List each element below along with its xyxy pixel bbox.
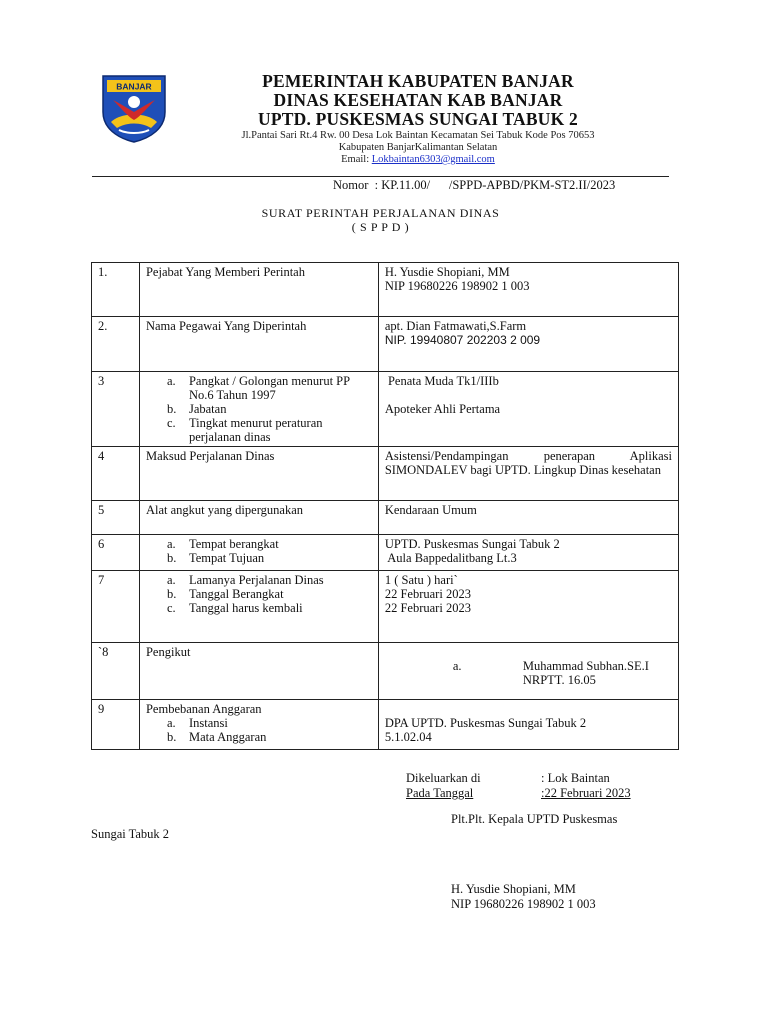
list-item: a. Pangkat / Golongan menurut PP No.6 Tahun 1997 [166,374,350,402]
employee-name: apt. Dian Fatmawati,S.Farm [384,319,527,333]
list-item: b. Jabatan [166,402,227,416]
row-number: 5 [92,501,140,535]
signatory-name: H. Yusdie Shopiani, MM [451,882,576,896]
row-label: Alat angkut yang dipergunakan [139,501,378,535]
row-label [139,372,378,447]
letterhead-divider [92,176,669,177]
row-number: 9 [92,700,140,750]
row-label: Nama Pegawai Yang Diperintah [139,317,378,372]
row-value [378,372,678,447]
follower-entry: a. Muhammad Subhan.SE.I NRPTT. 16.05 [452,659,649,687]
row-value [378,571,678,643]
issued-date-label: Pada Tanggal [406,786,474,800]
row-value: Kendaraan Umum [378,501,678,535]
row-value [378,700,678,750]
row-label: Pengikut [139,643,378,700]
row-value [378,643,678,700]
letterhead-government: PEMERINTAH KABUPATEN BANJAR [262,71,574,91]
follower-name: Muhammad Subhan.SE.I [522,659,649,673]
budget-account: 5.1.02.04 [384,730,432,744]
issued-at-value: : Lok Baintan [541,771,610,785]
row-value [378,263,678,317]
issued-date-value: :22 Februari 2023 [541,786,631,800]
table-row [92,535,679,571]
signatory-nip: NIP 19680226 198902 1 003 [451,897,596,911]
row-value [378,535,678,571]
list-item: a. Tempat berangkat [166,537,279,551]
emblem-label: BANJAR [116,81,152,92]
sppd-table [91,262,679,750]
signatory-title-continued: Sungai Tabuk 2 [91,827,170,841]
letterhead-agency: DINAS KESEHATAN KAB BANJAR [273,90,563,110]
commanding-official-name: H. Yusdie Shopiani, MM [384,265,510,279]
row-label: Pembebanan Anggaran a. Instansi b. Mata Anggaran [139,700,378,750]
banjar-regency-emblem [99,72,169,144]
document-number: Nomor : KP.11.00/ /SPPD-APBD/PKM-ST2.II/2023 [333,178,616,192]
commanding-official-nip: NIP 19680226 198902 1 003 [384,279,530,293]
destination-place: Aula Bappedalitbang Lt.3 [384,551,517,565]
list-item: a. Instansi [166,716,228,730]
row-number: 3 [92,372,140,447]
follower-nrptt: NRPTT. 16.05 [522,673,596,687]
list-item: b. Mata Anggaran [166,730,267,744]
row-number: 1. [92,263,140,317]
list-item: c. Tanggal harus kembali [166,601,303,615]
row-number: 2. [92,317,140,372]
letterhead-region: Kabupaten BanjarKalimantan Selatan [338,142,498,153]
list-item: a. Lamanya Perjalanan Dinas [166,573,324,587]
email-label: Email: [341,154,372,165]
departure-place: UPTD. Puskesmas Sungai Tabuk 2 [384,537,560,551]
list-item: b. Tanggal Berangkat [166,587,284,601]
table-row [92,643,679,700]
position-value: Apoteker Ahli Pertama [384,402,501,416]
table-row [92,700,679,750]
letterhead-unit: UPTD. PUSKESMAS SUNGAI TABUK 2 [258,109,578,129]
letterhead-email-line [170,154,666,166]
row-number: 6 [92,535,140,571]
duration-value: 1 ( Satu ) hari` [384,573,458,587]
table-row [92,317,679,372]
document-subtitle: ( S P P D ) [351,220,410,234]
table-row [92,501,679,535]
table-row [92,263,679,317]
table-row [92,447,679,501]
letterhead [170,72,666,166]
row-value: Asistensi/Pendampingan penerapan Aplikasi SIMONDALEV bagi UPTD. Lingkup Dinas kesehatan [378,447,678,501]
letterhead-address: Jl.Pantai Sari Rt.4 Rw. 00 Desa Lok Baintan Kecamatan Sei Tabuk Kode Pos 70653 [241,130,595,141]
departure-date: 22 Februari 2023 [384,587,471,601]
employee-nip: NIP. 19940807 202203 2 009 [384,333,541,347]
row-label [139,571,378,643]
document-title-block [92,206,669,234]
list-item: b. Tempat Tujuan [166,551,265,565]
agency-budget: DPA UPTD. Puskesmas Sungai Tabuk 2 [384,716,587,730]
row-label [139,535,378,571]
row-number: 4 [92,447,140,501]
signatory-title: Plt.Plt. Kepala UPTD Puskesmas [451,812,618,826]
table-row [92,372,679,447]
row-value [378,317,678,372]
email-link[interactable]: Lokbaintan6303@gmail.com [371,154,495,165]
document-title: SURAT PERINTAH PERJALANAN DINAS [261,206,500,220]
return-date: 22 Februari 2023 [384,601,471,615]
issued-at-label: Dikeluarkan di [406,771,481,785]
rank-value: Penata Muda Tk1/IIIb [384,374,499,388]
list-item: c. Tingkat menurut peraturan perjalanan dinas [166,416,323,444]
row-label: Maksud Perjalanan Dinas [139,447,378,501]
table-row [92,571,679,643]
row-number: `8 [92,643,140,700]
row-label: Pejabat Yang Memberi Perintah [139,263,378,317]
row-number: 7 [92,571,140,643]
